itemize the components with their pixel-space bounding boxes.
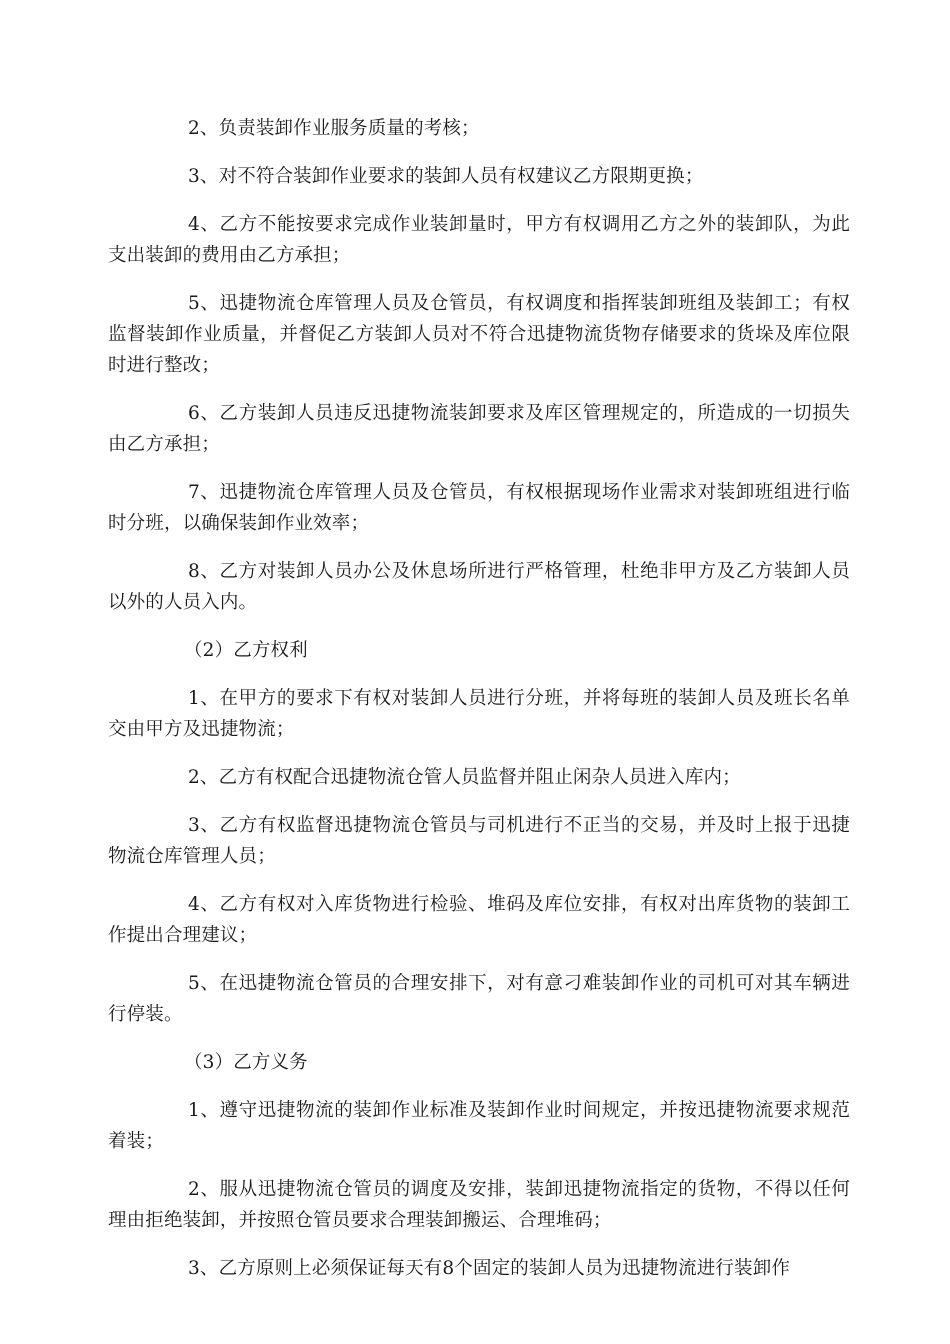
clause-paragraph: 2、负责装卸作业服务质量的考核； [188,118,480,139]
clause-paragraph: 3、乙方原则上必须保证每天有8个固定的装卸人员为迅捷物流进行装卸作 [188,1258,790,1279]
clause-paragraph: 4、乙方不能按要求完成作业装卸量时，甲方有权调用乙方之外的装卸队，为此支出装卸的费用由乙方承担； [108,214,850,266]
clause-paragraph: 6、乙方装卸人员违反迅捷物流装卸要求及库区管理规定的，所造成的一切损失由乙方承担； [108,403,850,455]
clause-paragraph: 4、乙方有权对入库货物进行检验、堆码及库位安排，有权对出库货物的装卸工作提出合理建议； [108,894,850,946]
clause-paragraph: 5、迅捷物流仓库管理人员及仓管员，有权调度和指挥装卸班组及装卸工；有权监督装卸作业质量，并督促乙方装卸人员对不符合迅捷物流货物存储要求的货垛及库位限时进行整改； [108,293,850,376]
clause-paragraph: 3、对不符合装卸作业要求的装卸人员有权建议乙方限期更换； [188,166,704,187]
section-heading-party-b-obligations: （3）乙方义务 [184,1052,308,1073]
clause-paragraph: 5、在迅捷物流仓管员的合理安排下，对有意刁难装卸作业的司机可对其车辆进行停装。 [108,973,850,1025]
section-heading-party-b-rights: （2）乙方权利 [184,640,308,661]
clause-paragraph: 7、迅捷物流仓库管理人员及仓管员，有权根据现场作业需求对装卸班组进行临时分班，以确保装卸作业效率； [108,482,850,534]
document-body [108,113,850,1301]
clause-paragraph: 3、乙方有权监督迅捷物流仓管员与司机进行不正当的交易，并及时上报于迅捷物流仓库管理人员； [108,815,850,867]
clause-paragraph: 1、遵守迅捷物流的装卸作业标准及装卸作业时间规定，并按迅捷物流要求规范着装； [108,1100,850,1152]
clause-paragraph: 8、乙方对装卸人员办公及休息场所进行严格管理，杜绝非甲方及乙方装卸人员以外的人员入内。 [108,561,850,613]
clause-paragraph: 1、在甲方的要求下有权对装卸人员进行分班，并将每班的装卸人员及班长名单交由甲方及迅捷物流； [108,688,850,740]
clause-paragraph: 2、服从迅捷物流仓管员的调度及安排，装卸迅捷物流指定的货物，不得以任何理由拒绝装卸，并按照仓管员要求合理装卸搬运、合理堆码； [108,1179,850,1231]
clause-paragraph: 2、乙方有权配合迅捷物流仓管人员监督并阻止闲杂人员进入库内； [188,767,741,788]
